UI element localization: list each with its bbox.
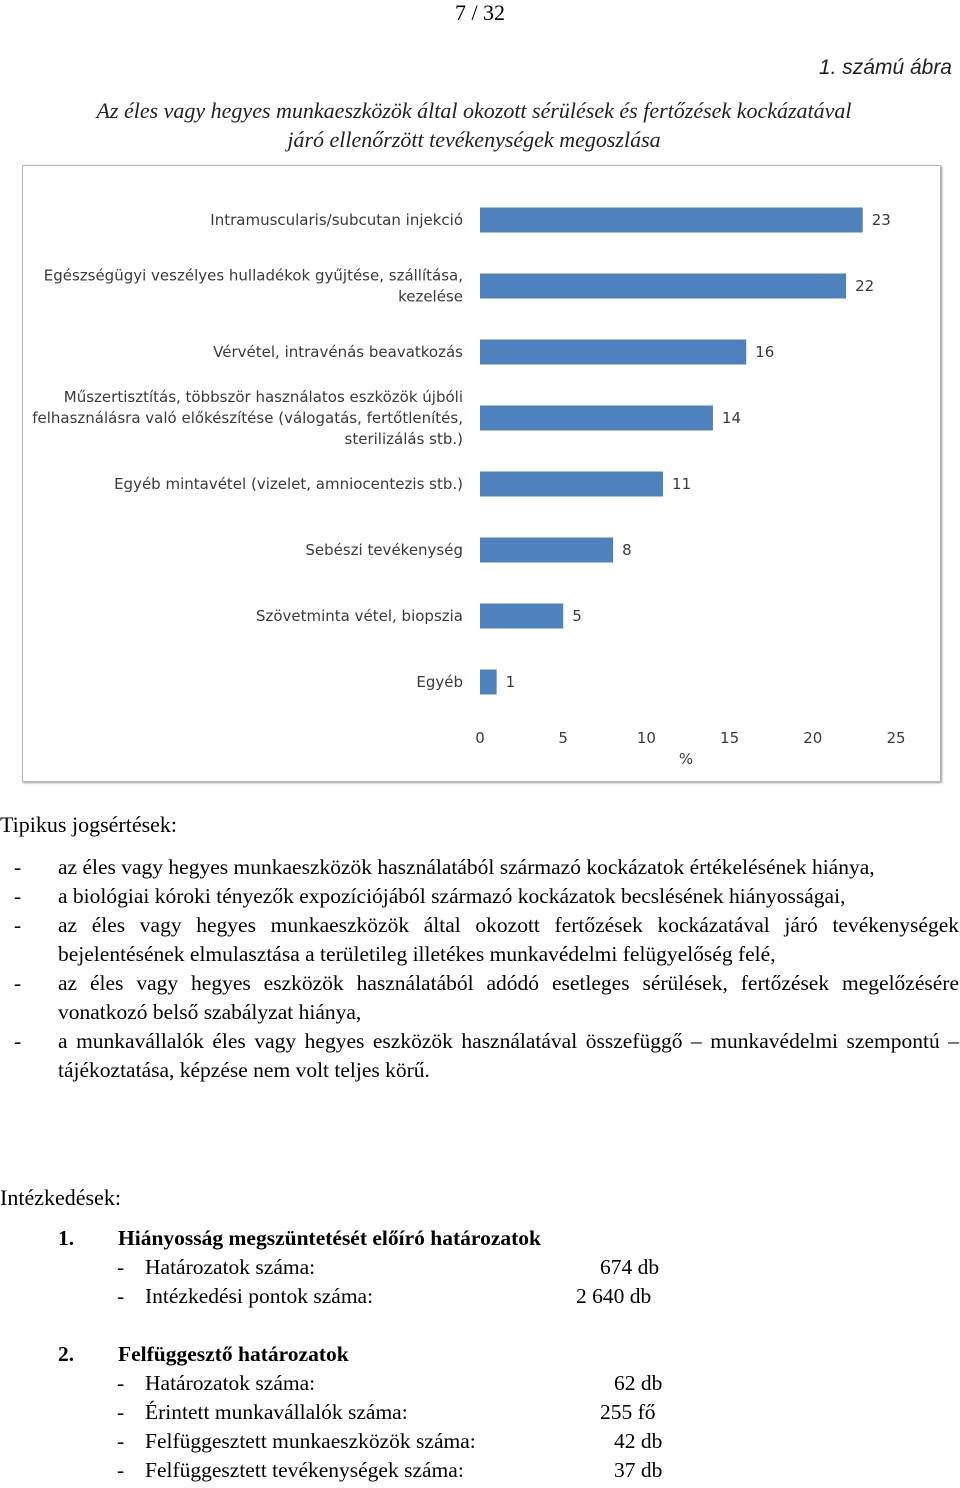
list-dash: - bbox=[14, 884, 22, 908]
chart-data-label: 11 bbox=[672, 475, 692, 493]
bar-chart-svg bbox=[23, 166, 940, 781]
list-item bbox=[14, 882, 959, 911]
list-dash: - bbox=[14, 1029, 22, 1053]
bar-chart bbox=[22, 165, 941, 782]
measures-heading: Intézkedések: bbox=[0, 1185, 121, 1210]
chart-category-label: Műszertisztítás, többször használatos eszközök újbóli bbox=[63, 388, 463, 406]
row-dash: - bbox=[117, 1371, 125, 1395]
chart-category-label: kezelése bbox=[398, 287, 463, 306]
list-dash: - bbox=[14, 855, 22, 879]
chart-category-label: Vérvétel, intravénás beavatkozás bbox=[213, 343, 463, 361]
row-dash: - bbox=[117, 1255, 125, 1279]
row-value: 42 db bbox=[614, 1429, 663, 1453]
list-item bbox=[14, 911, 959, 969]
row-dash: - bbox=[117, 1284, 125, 1308]
row-value: 674 db bbox=[600, 1255, 660, 1279]
list-item-text: az éles vagy hegyes eszközök használatából adódó esetleges sérülések, fertőzések megelőzésére vonatkozó belső szabályzat hiánya, bbox=[58, 971, 959, 1024]
measure-group-number: 1. bbox=[58, 1226, 75, 1250]
measure-group-2-title bbox=[58, 1342, 349, 1367]
row-label: Határozatok száma: bbox=[145, 1371, 316, 1395]
list-item-text: a biológiai kóroki tényezők expozíciójából származó kockázatok becslésének hiányosságai, bbox=[58, 884, 846, 908]
chart-data-label: 16 bbox=[755, 343, 775, 361]
list-item bbox=[14, 969, 959, 1027]
violations-list bbox=[14, 853, 959, 1085]
chart-x-tick-label: 20 bbox=[803, 729, 823, 747]
list-dash: - bbox=[14, 913, 22, 937]
row-dash: - bbox=[117, 1400, 125, 1424]
figure-label: 1. számú ábra bbox=[818, 56, 952, 79]
chart-data-label: 23 bbox=[871, 211, 891, 229]
chart-data-label: 22 bbox=[855, 277, 875, 295]
chart-x-tick-label: 10 bbox=[636, 729, 656, 747]
row-label: Felfüggesztett tevékenységek száma: bbox=[145, 1458, 464, 1482]
chart-x-tick-label: 0 bbox=[475, 729, 485, 747]
chart-bar bbox=[480, 208, 863, 233]
chart-data-label: 5 bbox=[572, 607, 582, 625]
list-item-text: az éles vagy hegyes munkaeszközök által okozott fertőzések kockázatával járó tevékenységek bejelentésének elmulasztása a területileg illetékes munkavédelmi felügyelőség felé, bbox=[58, 913, 959, 966]
chart-category-label: Intramuscularis/subcutan injekció bbox=[210, 211, 463, 229]
chart-bar bbox=[480, 670, 497, 695]
chart-category-label: felhasználásra való előkészítése (válogatás, fertőtlenítés, bbox=[32, 409, 463, 427]
figure-title-line-2: járó ellenőrzött tevékenységek megoszlása bbox=[287, 127, 661, 152]
measure-group-number: 2. bbox=[58, 1342, 75, 1366]
list-item-text: az éles vagy hegyes munkaeszközök használatából származó kockázatok értékelésének hiánya, bbox=[58, 855, 875, 879]
chart-x-tick-label: 25 bbox=[886, 729, 906, 747]
chart-bar bbox=[480, 274, 846, 299]
chart-x-tick-label: 15 bbox=[720, 729, 740, 747]
row-label: Határozatok száma: bbox=[145, 1255, 316, 1279]
chart-bar bbox=[480, 406, 713, 431]
list-item-text: a munkavállalók éles vagy hegyes eszközök használatával összefüggő – munkavédelmi szempontú – tájékoztatása, képzése nem volt teljes körű. bbox=[58, 1029, 959, 1082]
chart-bar bbox=[480, 340, 746, 365]
chart-category-label: Egyéb bbox=[416, 673, 463, 691]
figure-title-line-1: Az éles vagy hegyes munkaeszközök által okozott sérülések és fertőzések kockázatával bbox=[96, 98, 852, 123]
list-dash: - bbox=[14, 971, 22, 995]
measure-group-title: Hiányosság megszüntetését előíró határozatok bbox=[118, 1226, 541, 1250]
row-value: 37 db bbox=[614, 1458, 663, 1482]
row-dash: - bbox=[117, 1458, 125, 1482]
row-label: Intézkedési pontok száma: bbox=[145, 1284, 374, 1308]
chart-category-label: Egyéb mintavétel (vizelet, amniocentezis stb.) bbox=[114, 475, 463, 493]
list-item bbox=[14, 1027, 959, 1085]
list-item bbox=[14, 853, 959, 882]
row-value: 2 640 db bbox=[576, 1284, 652, 1308]
chart-data-label: 14 bbox=[721, 409, 742, 427]
chart-x-tick-label: 5 bbox=[558, 729, 568, 747]
row-label: Felfüggesztett munkaeszközök száma: bbox=[145, 1429, 476, 1453]
chart-category-label: Egészségügyi veszélyes hulladékok gyűjtése, szállítása, bbox=[43, 266, 463, 285]
row-label: Érintett munkavállalók száma: bbox=[145, 1400, 408, 1424]
chart-bar bbox=[480, 604, 563, 629]
chart-x-axis-label: % bbox=[678, 750, 694, 768]
violations-heading: Tipikus jogsértések: bbox=[0, 812, 178, 837]
chart-category-label: Sebészi tevékenység bbox=[305, 541, 463, 559]
chart-category-label: sterilizálás stb.) bbox=[344, 430, 463, 448]
chart-bar bbox=[480, 538, 613, 563]
page-number: 7 / 32 bbox=[454, 0, 506, 25]
row-value: 255 fő bbox=[600, 1400, 656, 1424]
measure-group-title: Felfüggesztő határozatok bbox=[118, 1342, 349, 1366]
chart-bar bbox=[480, 472, 663, 497]
chart-category-label: Szövetminta vétel, biopszia bbox=[255, 607, 463, 625]
row-value: 62 db bbox=[614, 1371, 663, 1395]
figure-title bbox=[0, 96, 948, 154]
measure-group-1-title bbox=[58, 1226, 541, 1251]
row-dash: - bbox=[117, 1429, 125, 1453]
chart-data-label: 1 bbox=[505, 673, 516, 691]
chart-data-label: 8 bbox=[622, 541, 632, 559]
